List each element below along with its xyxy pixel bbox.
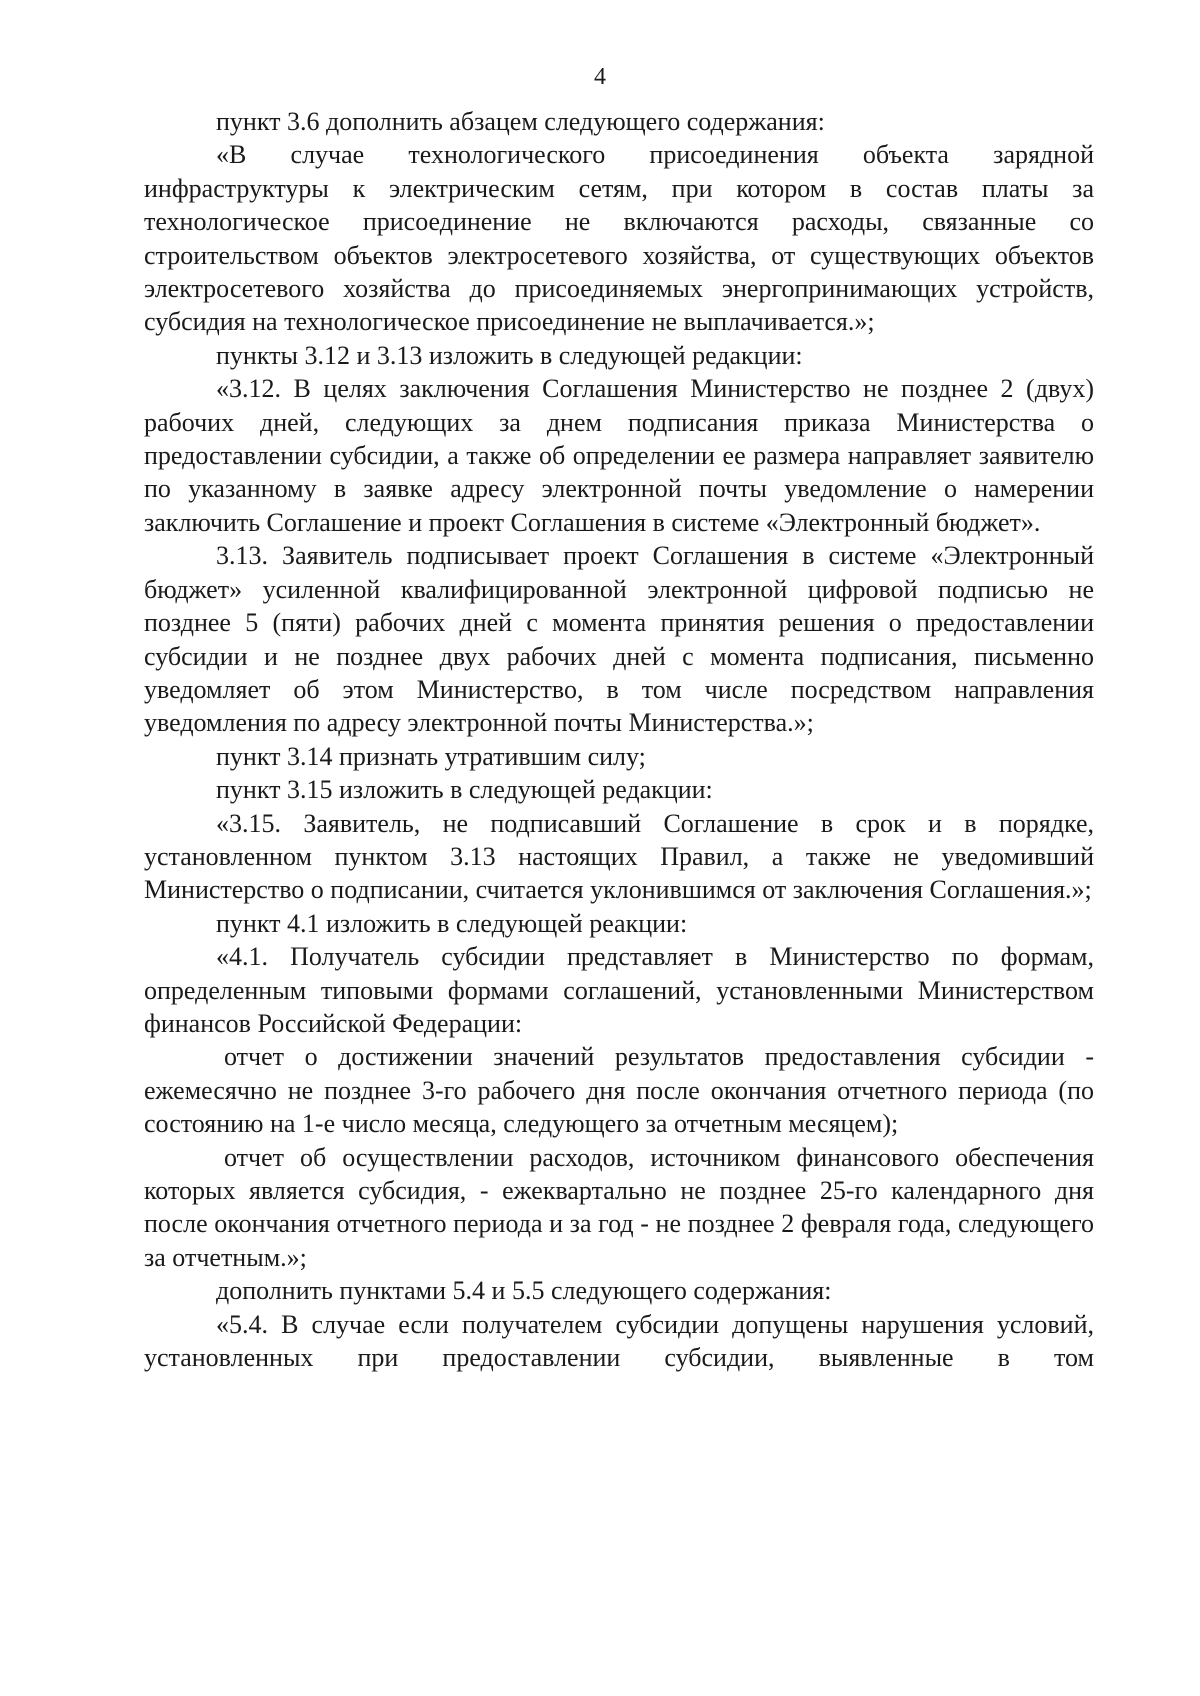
paragraph-amend-5-4-5-5: дополнить пунктами 5.4 и 5.5 следующего содержания: (216, 1276, 832, 1306)
paragraph-amend-3-6: пункт 3.6 дополнить абзацем следующего содержания: (216, 107, 825, 136)
paragraph-amend-4-1: пункт 4.1 изложить в следующей реакции: (216, 908, 688, 938)
paragraph-3-15-text: «3.15. Заявитель, не подписавший Соглашение в срок и в порядке, установленном пунктом 3.13 настоящих Правил, а также не уведомивший Министерство о подписании, считается уклонившимся от заключения Соглашения.»; (144, 808, 1094, 905)
paragraph-5-4-text: «5.4. В случае если получателем субсидии допущены нарушения условий, установленных при предоставлении субсидии, выявленные в том (144, 1309, 1094, 1373)
paragraph-amend-3-15: пункт 3.15 изложить в следующей редакции: (216, 775, 713, 805)
paragraph-4-1-report-results: отчет о достижении значений результатов предоставления субсидии - ежемесячно не позднее 3-го рабочего дня после окончания отчетного периода (по состоянию на 1-е число месяца, следующего за отчетным месяцем); (144, 1042, 1094, 1139)
paragraph-4-1-report-expenses: отчет об осуществлении расходов, источником финансового обеспечения которых является субсидия, - ежеквартально не позднее 25-го календарного дня после окончания отчетного периода и за год - не позднее 2 февраля года, следующего за отчетным.»; (144, 1142, 1094, 1272)
paragraph-amend-3-12-3-13: пункты 3.12 и 3.13 изложить в следующей редакции: (216, 340, 803, 370)
page-number: 4 (594, 64, 606, 90)
paragraph-3-13-text: 3.13. Заявитель подписывает проект Соглашения в системе «Электронный бюджет» усиленной квалифицированной электронной цифровой подписью не позднее 5 (пяти) рабочих дней с момента принятия решения о предоставлении субсидии и не позднее двух рабочих дней с момента подписания, письменно уведомляет об этом Министерство, в том числе посредством направления уведомления по адресу электронной почты Министерства.»; (144, 541, 1094, 738)
document-body (144, 105, 1094, 1374)
paragraph-3-12-text: «3.12. В целях заключения Соглашения Министерство не позднее 2 (двух) рабочих дней, следующих за днем подписания приказа Министерства о предоставлении субсидии, а также об определении ее размера направляет заявителю по указанному в заявке адресу электронной почты уведомление о намерении заключить Соглашение и проект Соглашения в системе «Электронный бюджет». (144, 374, 1094, 537)
paragraph-3-6-text: «В случае технологического присоединения объекта зарядной инфраструктуры к электрическим сетям, при котором в состав платы за технологическое присоединение не включаются расходы, связанные со строительством объектов электросетевого хозяйства, от существующих объектов электросетевого хозяйства до присоединяемых энергопринимающих устройств, субсидия на технологическое присоединение не выплачивается.»; (144, 140, 1094, 337)
paragraph-4-1-text: «4.1. Получатель субсидии представляет в Министерство по формам, определенным типовыми формами соглашений, установленными Министерством финансов Российской Федерации: (144, 942, 1094, 1038)
paragraph-amend-3-14: пункт 3.14 признать утратившим силу; (216, 741, 646, 771)
